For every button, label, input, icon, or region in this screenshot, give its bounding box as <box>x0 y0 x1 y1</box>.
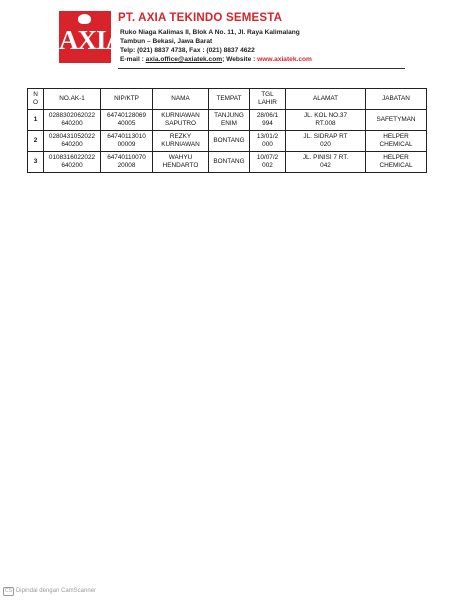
website-label: ; Website : <box>222 56 258 63</box>
camscanner-icon: CS <box>5 588 12 594</box>
table-cell: 13/01/2 000 <box>250 131 286 152</box>
table-cell: BONTANG <box>209 152 250 173</box>
column-header: N O <box>28 89 44 110</box>
logo-emblem-icon <box>78 14 91 24</box>
column-header: NIP/KTP <box>101 89 153 110</box>
staff-table <box>27 88 427 173</box>
column-header: NAMA <box>153 89 209 110</box>
company-logo <box>59 11 125 63</box>
column-header: JABATAN <box>366 89 427 110</box>
table-cell: SAFETYMAN <box>366 110 427 131</box>
table-row <box>28 110 427 131</box>
table-cell: JL. KOL NO.37 RT.008 <box>286 110 366 131</box>
column-header: ALAMAT <box>286 89 366 110</box>
table-cell: REZKY KURNIAWAN <box>153 131 209 152</box>
contact-line <box>120 56 312 63</box>
table-cell: 64740113010 00009 <box>101 131 153 152</box>
table-row <box>28 152 427 173</box>
table-cell: WAHYU HENDARTO <box>153 152 209 173</box>
scanner-text: Dipindai dengan CamScanner <box>15 588 97 594</box>
header-divider <box>118 68 405 69</box>
table-cell: 0288302062022 640200 <box>44 110 101 131</box>
company-name: PT. AXIA TEKINDO SEMESTA <box>118 12 283 24</box>
table-cell: 0108316022022 640200 <box>44 152 101 173</box>
table-header-row <box>28 89 427 110</box>
table-cell: 64740128069 40005 <box>101 110 153 131</box>
table-cell: KURNIAWAN SAPUTRO <box>153 110 209 131</box>
phone-fax: Telp: (021) 8837 4738, Fax : (021) 8837 4622 <box>120 47 255 54</box>
website-link[interactable]: www.axiatek.com <box>257 56 312 63</box>
table-cell: 0280431052022 640200 <box>44 131 101 152</box>
table-cell: HELPER CHEMICAL <box>366 152 427 173</box>
column-header: TGL LAHIR <box>250 89 286 110</box>
email-label: E-mail : <box>120 56 146 63</box>
table-cell: TANJUNG ENIM <box>209 110 250 131</box>
column-header: TEMPAT <box>209 89 250 110</box>
address-line-2: Tambun – Bekasi, Jawa Barat <box>120 38 213 45</box>
table-cell: 64740110070 20008 <box>101 152 153 173</box>
column-header: NO.AK-1 <box>44 89 101 110</box>
scanner-watermark <box>3 587 96 596</box>
table-body <box>28 110 427 173</box>
table-cell: 1 <box>28 110 44 131</box>
table-cell: 3 <box>28 152 44 173</box>
table-cell: HELPER CHEMICAL <box>366 131 427 152</box>
table-cell: 2 <box>28 131 44 152</box>
table-row <box>28 131 427 152</box>
table-cell: JL. SIDRAP RT 020 <box>286 131 366 152</box>
table-cell: BONTANG <box>209 131 250 152</box>
table-cell: 28/06/1 994 <box>250 110 286 131</box>
table-cell: JL. PINISI 7 RT. 042 <box>286 152 366 173</box>
email-link[interactable]: axia.office@axiatek.com <box>145 56 223 63</box>
address-line-1: Ruko Niaga Kalimas II, Blok A No. 11, Jl. Raya Kalimalang <box>120 29 300 36</box>
table-cell: 10/07/2 002 <box>250 152 286 173</box>
logo-text: AXIA <box>59 25 125 55</box>
